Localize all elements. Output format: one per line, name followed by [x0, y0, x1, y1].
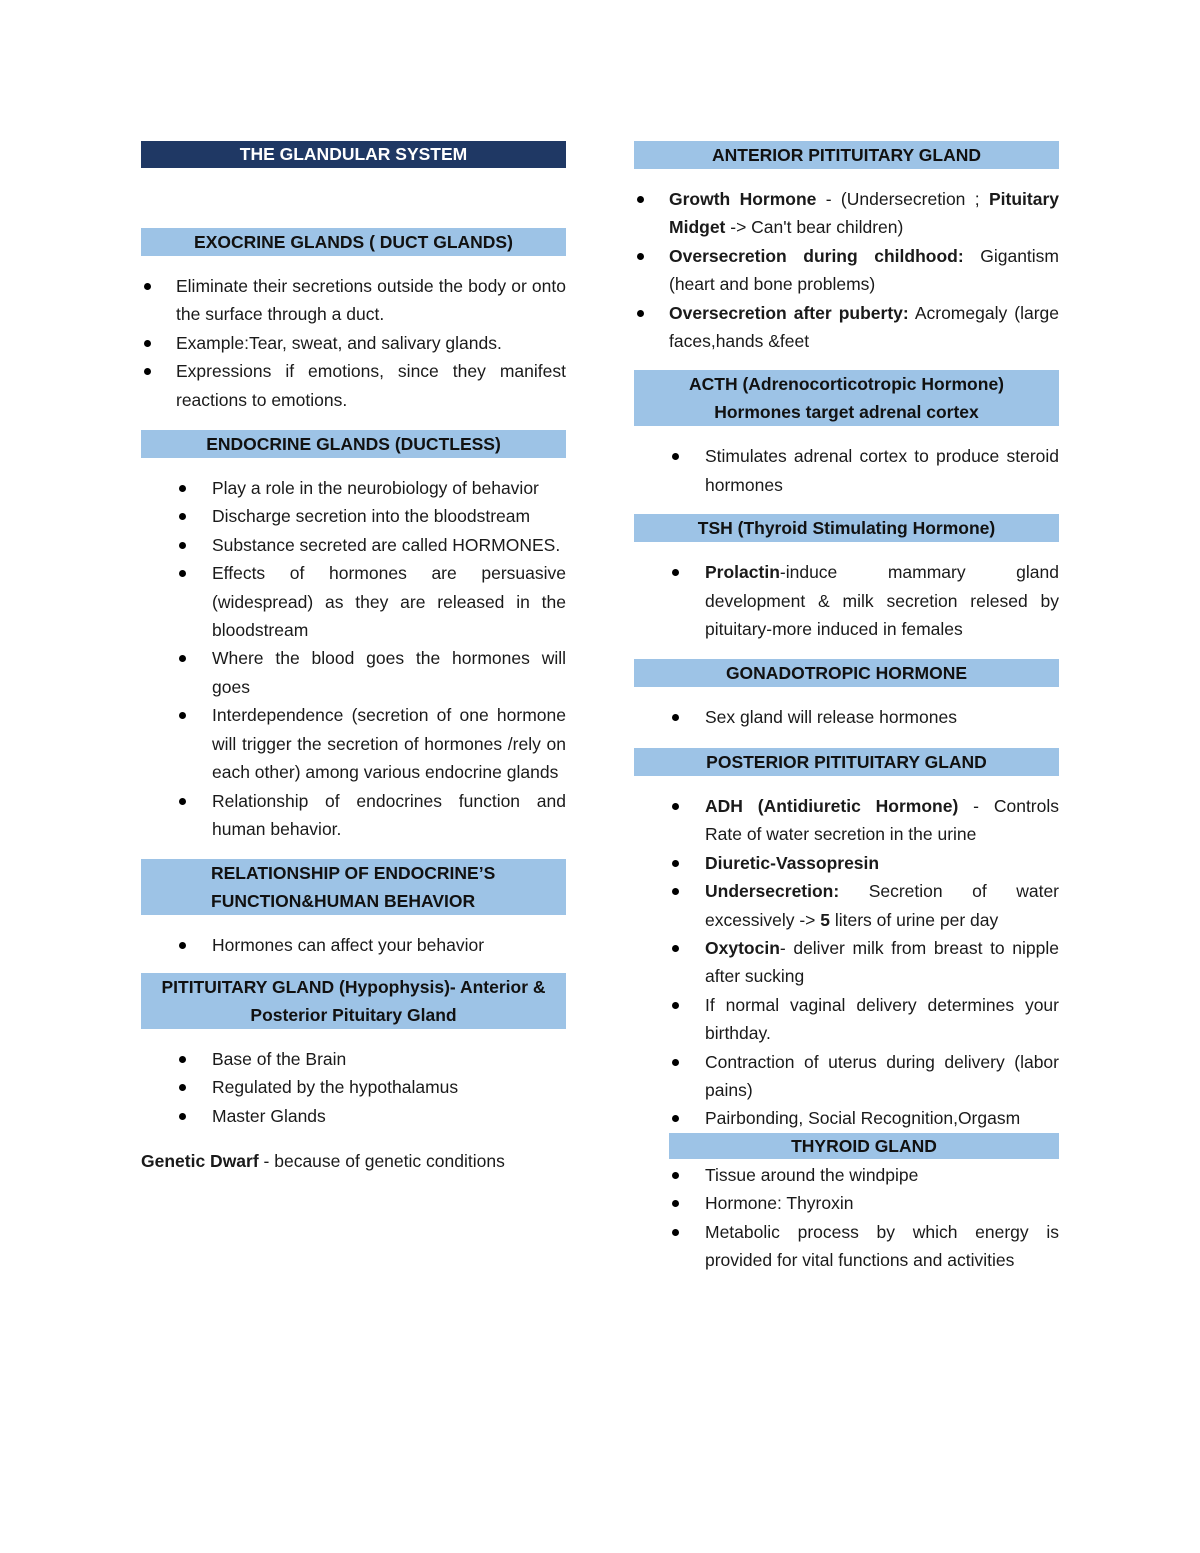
list-item: Base of the Brain [141, 1045, 566, 1073]
acth-heading-line1: ACTH (Adrenocorticotropic Hormone) [689, 374, 1004, 395]
endocrine-heading: ENDOCRINE GLANDS (DUCTLESS) [141, 430, 566, 458]
list-item: Regulated by the hypothalamus [141, 1073, 566, 1101]
list-item: Expressions if emotions, since they manifest reactions to emotions. [141, 357, 566, 414]
term: Growth Hormone [669, 189, 817, 209]
posterior-list [634, 792, 1059, 1133]
list-item [634, 558, 1059, 643]
genetic-dwarf-text: - because of genetic conditions [258, 1150, 505, 1171]
text: Acromegaly (large faces,hands &feet [669, 302, 1059, 352]
list-item: Effects of hormones are persuasive (widespread) as they are released in the bloodstream [141, 559, 566, 644]
text: Gigantism (heart and bone problems) [669, 245, 1060, 295]
thyroid-heading: THYROID GLAND [669, 1133, 1059, 1159]
posterior-heading: POSTERIOR PITITUITARY GLAND [634, 748, 1059, 776]
relationship-heading-line2: FUNCTION&HUMAN BEHAVIOR [211, 891, 476, 912]
pituitary-list [141, 1045, 566, 1130]
term: Oxytocin [705, 937, 780, 958]
endocrine-list [141, 474, 566, 843]
term: Undersecretion: [705, 881, 840, 902]
list-item: Discharge secretion into the bloodstream [141, 502, 566, 530]
list-item [634, 185, 1059, 242]
list-item [634, 934, 1059, 991]
list-item: Substance secreted are called HORMONES. [141, 531, 566, 559]
list-item: Where the blood goes the hormones will goes [141, 644, 566, 701]
term: Oversecretion after puberty: [669, 302, 909, 323]
term: Oversecretion during childhood: [669, 245, 964, 266]
text: - deliver milk from breast to nipple after sucking [705, 937, 1059, 987]
list-item: Metabolic process by which energy is provided for vital functions and activities [634, 1218, 1059, 1275]
term: Prolactin [705, 562, 780, 583]
term: 5 [820, 909, 830, 930]
genetic-dwarf-term: Genetic Dwarf [141, 1150, 259, 1171]
list-item: Interdependence (secretion of one hormone will trigger the secretion of hormones /rely on each other) among various endocrine glands [141, 701, 566, 786]
list-item: Hormone: Thyroxin [634, 1189, 1059, 1217]
list-item: Pairbonding, Social Recognition,Orgasm [634, 1104, 1059, 1132]
document-title: THE GLANDULAR SYSTEM [141, 141, 566, 168]
exocrine-heading: EXOCRINE GLANDS ( DUCT GLANDS) [141, 228, 566, 256]
text: Secretion of water excessively -> [705, 881, 1059, 930]
list-item: Contraction of uterus during delivery (labor pains) [634, 1048, 1059, 1105]
list-item: Play a role in the neurobiology of behavior [141, 474, 566, 502]
relationship-list [141, 931, 566, 959]
relationship-heading [141, 859, 566, 915]
acth-list [634, 442, 1059, 499]
thyroid-list [634, 1161, 1059, 1275]
pituitary-heading [141, 973, 566, 1029]
text: - (Undersecretion ; [816, 189, 980, 209]
list-item [634, 242, 1059, 299]
term: Diuretic-Vassopresin [705, 852, 880, 873]
list-item: Sex gland will release hormones [634, 703, 1059, 731]
list-item [634, 849, 1059, 877]
text: -> Can't bear children) [725, 217, 904, 238]
list-item: If normal vaginal delivery determines your birthday. [634, 991, 1059, 1048]
relationship-heading-line1: RELATIONSHIP OF ENDOCRINE’S [211, 863, 496, 884]
text: liters of urine per day [829, 909, 999, 930]
text: - Controls Rate of water secretion in the urine [705, 795, 1060, 845]
anterior-heading: ANTERIOR PITITUITARY GLAND [634, 141, 1059, 169]
genetic-dwarf-note [141, 1147, 566, 1175]
list-item: Master Glands [141, 1102, 566, 1130]
gonadotropic-list [634, 703, 1059, 731]
anterior-list [634, 185, 1059, 355]
list-item: Tissue around the windpipe [634, 1161, 1059, 1189]
tsh-list [634, 558, 1059, 643]
list-item: Stimulates adrenal cortex to produce steroid hormones [634, 442, 1059, 499]
pituitary-heading-line1: PITITUITARY GLAND (Hypophysis)- Anterior & [161, 976, 546, 997]
list-item: Hormones can affect your behavior [141, 931, 566, 959]
term: Pituitary Midget [669, 189, 1059, 238]
list-item: Example:Tear, sweat, and salivary glands. [141, 329, 566, 357]
gonadotropic-heading: GONADOTROPIC HORMONE [634, 659, 1059, 687]
list-item: Eliminate their secretions outside the body or onto the surface through a duct. [141, 272, 566, 329]
acth-heading-line2: Hormones target adrenal cortex [714, 402, 979, 423]
list-item [634, 792, 1059, 849]
tsh-heading: TSH (Thyroid Stimulating Hormone) [634, 514, 1059, 542]
acth-heading [634, 370, 1059, 426]
list-item [634, 299, 1059, 356]
right-column [634, 141, 1059, 1274]
term: ADH (Antidiuretic Hormone) [705, 795, 959, 816]
list-item [634, 877, 1059, 934]
list-item: Relationship of endocrines function and human behavior. [141, 787, 566, 844]
exocrine-list [141, 272, 566, 414]
text: -induce mammary gland development & milk secretion relesed by pituitary-more induced in females [705, 562, 1059, 640]
left-column [141, 141, 566, 1175]
pituitary-heading-line2: Posterior Pituitary Gland [250, 1004, 457, 1025]
